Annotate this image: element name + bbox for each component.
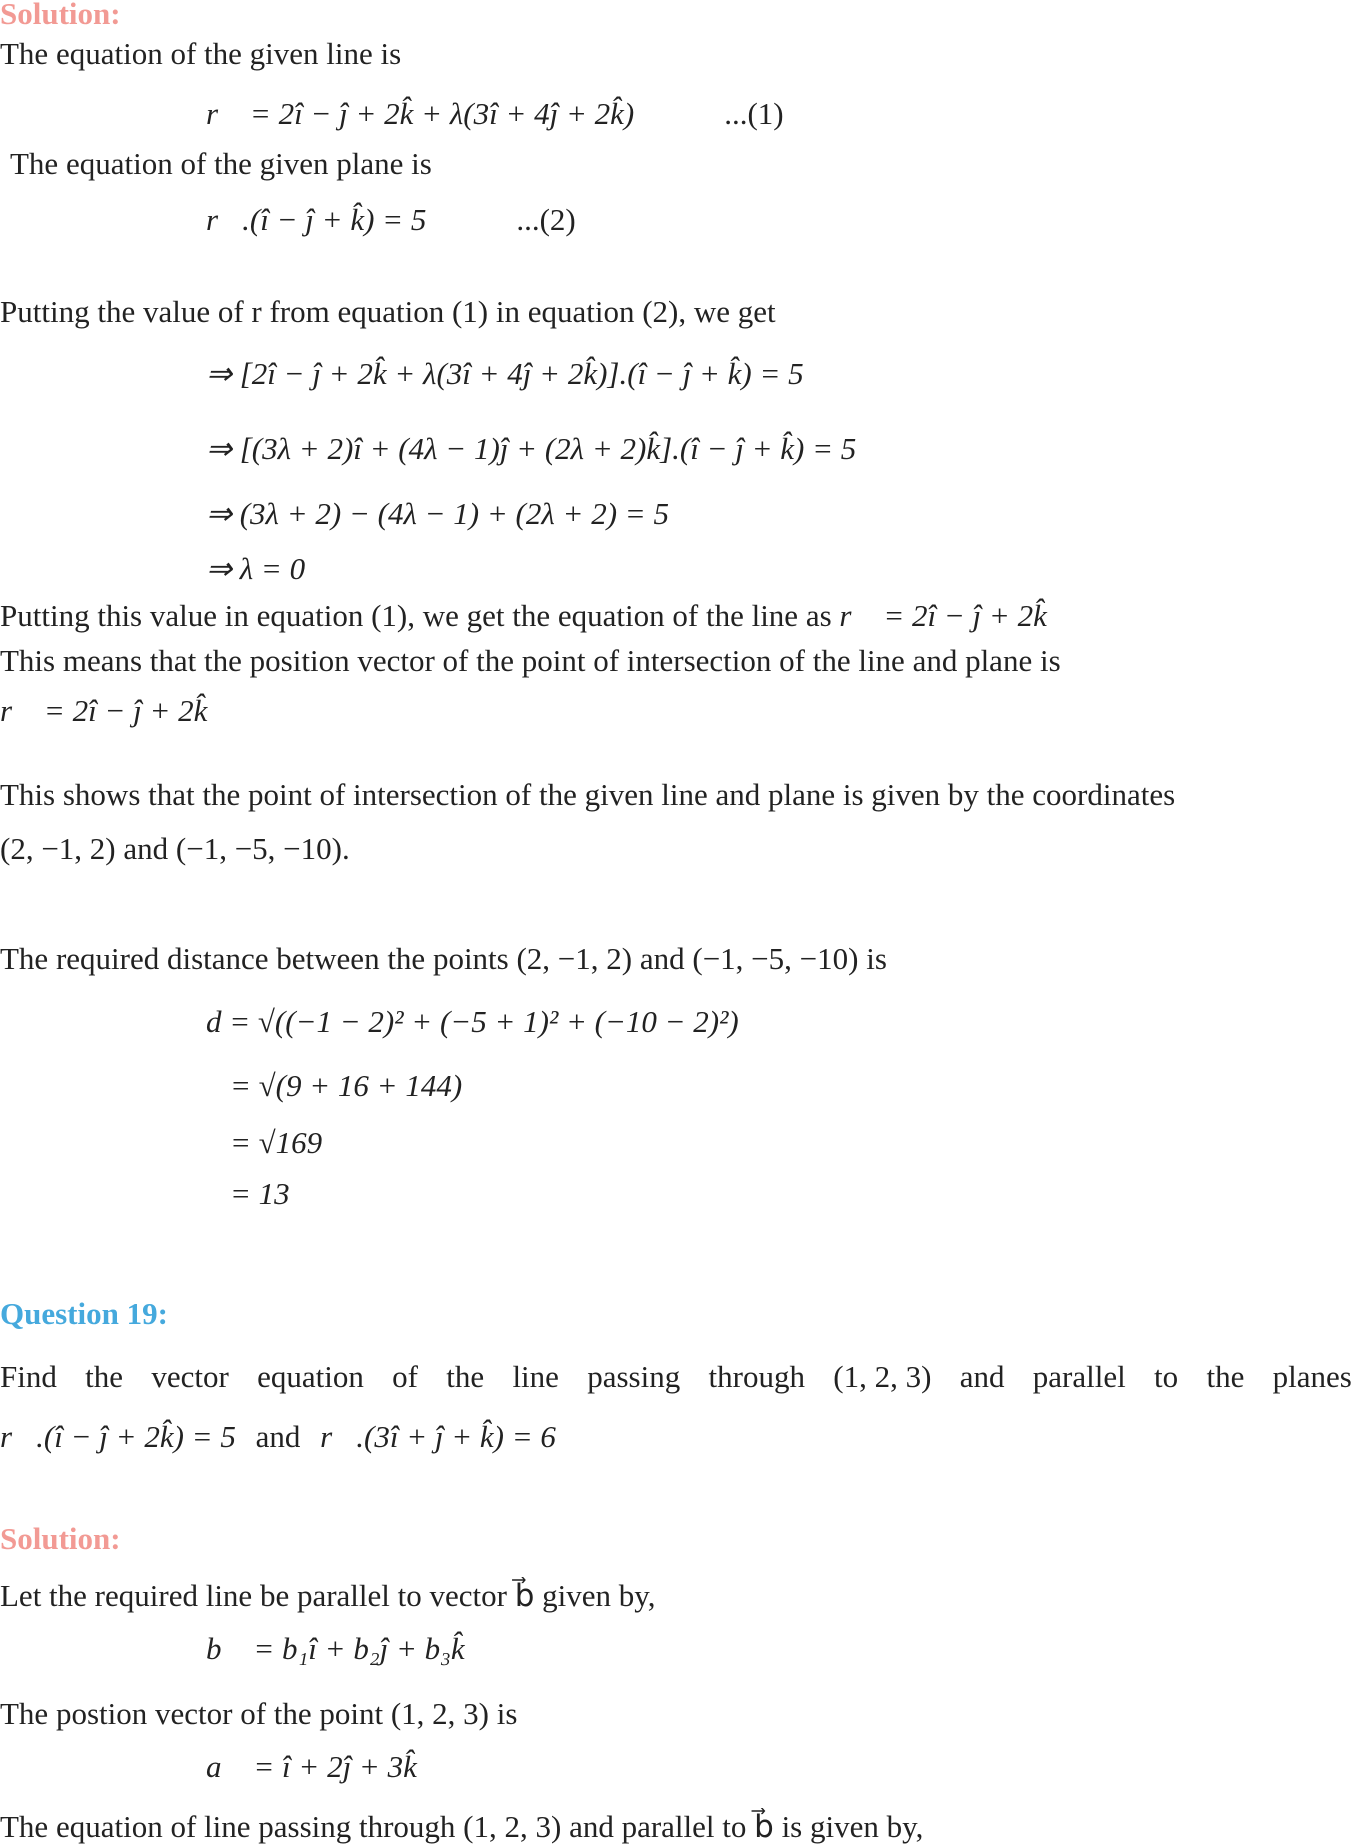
text-line: The required distance between the points (2, −1, 2) and (−1, −5, −10) is [0, 941, 887, 976]
plane-equation-2: r⃗.(3î + ĵ + k̂) = 6 [320, 1419, 556, 1454]
text-line: The equation of the given line is [0, 36, 402, 71]
text-line [0, 598, 1047, 634]
distance-step-3: = √169 [230, 1125, 323, 1160]
distance-step-2: = √(9 + 16 + 144) [230, 1068, 463, 1103]
equation: r⃗ = 2î − ĵ + 2k̂ [0, 693, 208, 728]
distance-step-4: = 13 [230, 1176, 290, 1211]
word: of [392, 1359, 418, 1394]
equation: a⃗ = î + 2ĵ + 3k̂ [206, 1749, 417, 1784]
text: Putting this value in equation (1), we get the equation of the line as [0, 598, 832, 633]
text-line: Putting the value of r from equation (1) in equation (2), we get [0, 294, 776, 329]
word: Find [0, 1359, 57, 1394]
word: parallel [1032, 1359, 1126, 1394]
word: equation [257, 1359, 364, 1394]
equation-body: r⃗ = 2î − ĵ + 2k̂ + λ(3î + 4ĵ + 2k̂) [206, 96, 635, 131]
and-text: and [255, 1419, 301, 1454]
step-4: ⇒ λ = 0 [206, 551, 306, 586]
word: to [1154, 1359, 1179, 1394]
word: and [959, 1359, 1005, 1394]
text-line: The equation of the given plane is [10, 146, 432, 181]
text-line: (2, −1, 2) and (−1, −5, −10). [0, 831, 350, 866]
word: the [85, 1359, 124, 1394]
word: passing [587, 1359, 681, 1394]
text-line: Let the required line be parallel to vector b⃗ given by, [0, 1578, 656, 1613]
step-2: ⇒ [(3λ + 2)î + (4λ − 1)ĵ + (2λ + 2)k̂].(î − ĵ + k̂) = 5 [206, 431, 857, 466]
equation-1 [206, 96, 784, 132]
question-text-line-2 [0, 1419, 556, 1455]
plane-equation-1: r⃗.(î − ĵ + 2k̂) = 5 [0, 1419, 236, 1454]
equation-tag: ...(2) [516, 202, 576, 237]
equation-body: r⃗.(î − ĵ + k̂) = 5 [206, 202, 427, 237]
text-line: The equation of line passing through (1, 2, 3) and parallel to b⃗ is given by, [0, 1809, 924, 1844]
word: through [708, 1359, 805, 1394]
word: planes [1272, 1359, 1352, 1394]
word: line [512, 1359, 559, 1394]
word: vector [151, 1359, 229, 1394]
equation: b⃗ = b₁î + b₂ĵ + b₃k̂ [206, 1631, 465, 1666]
word: (1, 2, 3) [833, 1359, 932, 1394]
equation-2 [206, 202, 576, 238]
text-line: This shows that the point of intersection of the given line and plane is given by the coordinates [0, 777, 1176, 812]
equation-tag: ...(1) [724, 96, 784, 131]
word: the [446, 1359, 485, 1394]
distance-step-1: d = √((−1 − 2)² + (−5 + 1)² + (−10 − 2)²) [206, 1004, 739, 1039]
word: the [1206, 1359, 1245, 1394]
question-text [0, 1359, 1352, 1395]
question-heading: Question 19: [0, 1296, 168, 1331]
text-line: This means that the position vector of the point of intersection of the line and plane is [0, 643, 1061, 678]
text-line: The postion vector of the point (1, 2, 3) is [0, 1696, 518, 1731]
step-1: ⇒ [2î − ĵ + 2k̂ + λ(3î + 4ĵ + 2k̂)].(î − ĵ + k̂) = 5 [206, 356, 804, 391]
solution-heading: Solution: [0, 0, 121, 31]
solution-heading: Solution: [0, 1521, 121, 1556]
inline-equation: r⃗ = 2î − ĵ + 2k̂ [839, 598, 1047, 633]
step-3: ⇒ (3λ + 2) − (4λ − 1) + (2λ + 2) = 5 [206, 496, 669, 531]
